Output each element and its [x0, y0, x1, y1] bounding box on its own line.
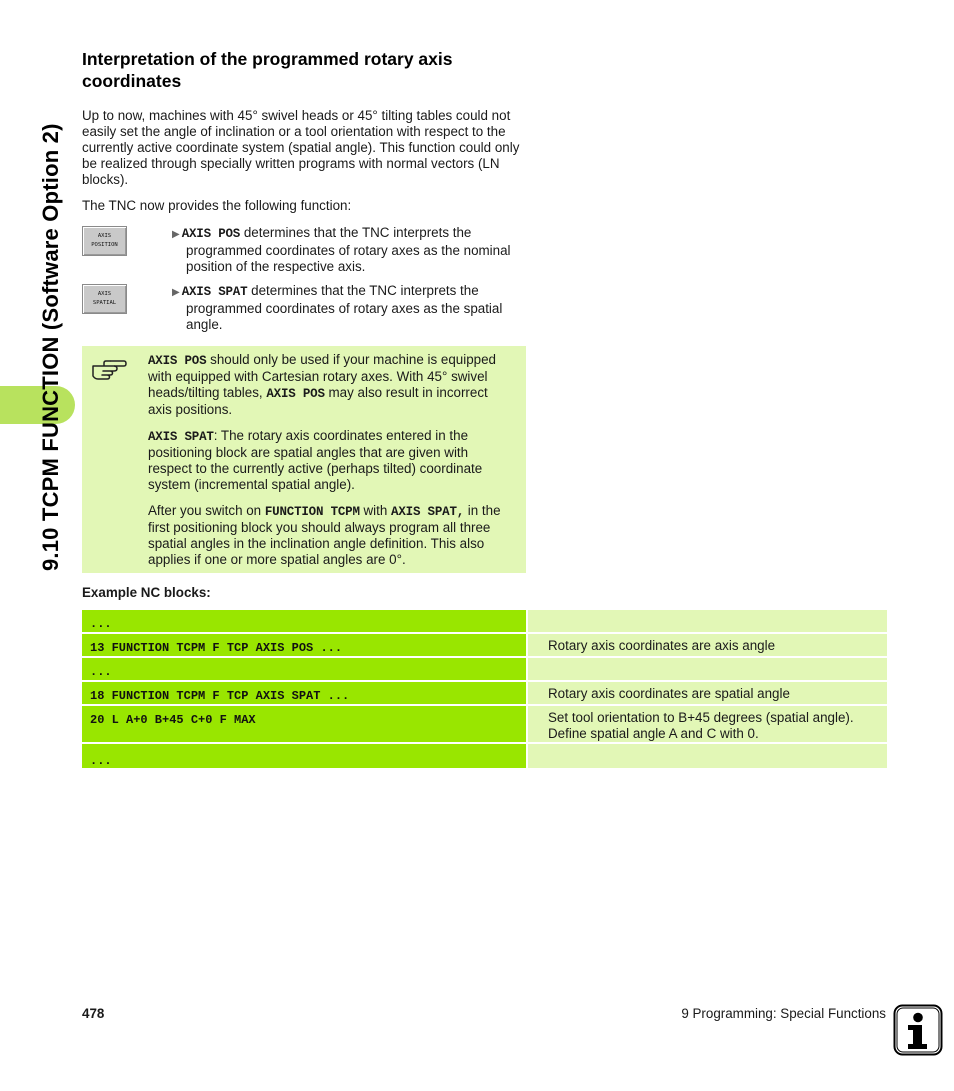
note-text: with [359, 503, 392, 518]
lead-paragraph: The TNC now provides the following function: [82, 198, 352, 213]
table-row [82, 682, 887, 704]
nc-desc-cell: Rotary axis coordinates are spatial angle [528, 682, 887, 704]
table-row [82, 634, 887, 656]
softkey-row-axis-pos [82, 225, 527, 283]
softkey-label-line2: POSITION [91, 242, 118, 248]
table-row [82, 744, 887, 768]
note-paragraph-1 [148, 352, 514, 418]
bullet-arrow-icon: ▶ [172, 229, 180, 240]
section-heading: Interpretation of the programmed rotary axis coordinates [82, 49, 453, 91]
note-text: : The rotary axis coordinates entered in the positioning block are spatial angles that are given with respect to the currently active (perhaps tilted) coordinate system (incremental spatial angle). [148, 428, 483, 492]
pointing-hand-icon [90, 354, 130, 382]
softkey-description [172, 283, 527, 333]
softkey-description [172, 225, 527, 275]
nc-code-cell: ... [82, 610, 526, 632]
softkey-label-line1: AXIS [97, 291, 112, 297]
info-icon [893, 1004, 943, 1056]
nc-desc-cell [528, 744, 887, 768]
code-term: AXIS POS [266, 387, 325, 401]
nc-code-cell: 18 FUNCTION TCPM F TCP AXIS SPAT ... [82, 682, 526, 704]
nc-desc-cell [528, 658, 887, 680]
softkey-desc-text: determines that the TNC interprets the programmed coordinates of rotary axes as the spatial angle. [186, 283, 503, 332]
bullet-arrow-icon: ▶ [172, 287, 180, 298]
axis-position-softkey[interactable] [82, 226, 127, 256]
table-row [82, 658, 887, 680]
note-box [82, 346, 526, 573]
softkey-row-axis-spat [82, 283, 527, 341]
nc-code-cell: 20 L A+0 B+45 C+0 F MAX [82, 706, 526, 742]
nc-code-cell: ... [82, 658, 526, 680]
side-title [10, 50, 65, 585]
footer-chapter: 9 Programming: Special Functions [681, 1006, 886, 1021]
intro-paragraph: Up to now, machines with 45° swivel heads or 45° tilting tables could not easily set the angle of inclination or a tool orientation with respect to the currently active coordinate system (spatial angle). This function could only be realized through specially written programs with normal vectors (LN blocks). [82, 108, 520, 187]
softkey-label-line2: SPATIAL [92, 300, 117, 306]
page-number: 478 [82, 1006, 105, 1021]
note-text: in the first positioning block you should always program all three spatial angles in the inclination angle definition. This also applies if one or more spatial angles are 0°. [148, 503, 501, 567]
nc-code-cell: 13 FUNCTION TCPM F TCP AXIS POS ... [82, 634, 526, 656]
note-text: should only be used if your machine is equipped with equipped with Cartesian rotary axes. With 45° swivel heads/tilting tables, [148, 352, 496, 400]
side-title-text: 9.10 TCPM FUNCTION (Software Option 2) [38, 123, 63, 571]
code-term: AXIS SPAT [181, 285, 248, 299]
softkey-desc-text: determines that the TNC interprets the programmed coordinates of rotary axes as the nominal position of the respective axis. [186, 225, 511, 274]
main-content [82, 48, 527, 341]
nc-desc-cell [528, 610, 887, 632]
nc-desc-cell: Rotary axis coordinates are axis angle [528, 634, 887, 656]
note-text: may also result in incorrect axis positions. [148, 385, 488, 417]
code-term: FUNCTION TCPM [264, 505, 360, 519]
code-term: AXIS SPAT [148, 430, 214, 444]
note-text: After you switch on [148, 503, 265, 518]
table-row [82, 706, 887, 742]
code-term: AXIS SPAT, [391, 505, 465, 519]
note-paragraph-2 [148, 428, 514, 493]
nc-desc-cell: Set tool orientation to B+45 degrees (spatial angle). Define spatial angle A and C with 0. [528, 706, 887, 742]
axis-spatial-softkey[interactable] [82, 284, 127, 314]
note-paragraph-3 [148, 503, 514, 568]
nc-blocks-table [82, 610, 887, 770]
table-row [82, 610, 887, 632]
nc-code-cell: ... [82, 744, 526, 768]
example-title: Example NC blocks: [82, 585, 211, 600]
softkey-label-line1: AXIS [97, 233, 112, 239]
code-term: AXIS POS [181, 227, 241, 241]
code-term: AXIS POS [148, 354, 207, 368]
